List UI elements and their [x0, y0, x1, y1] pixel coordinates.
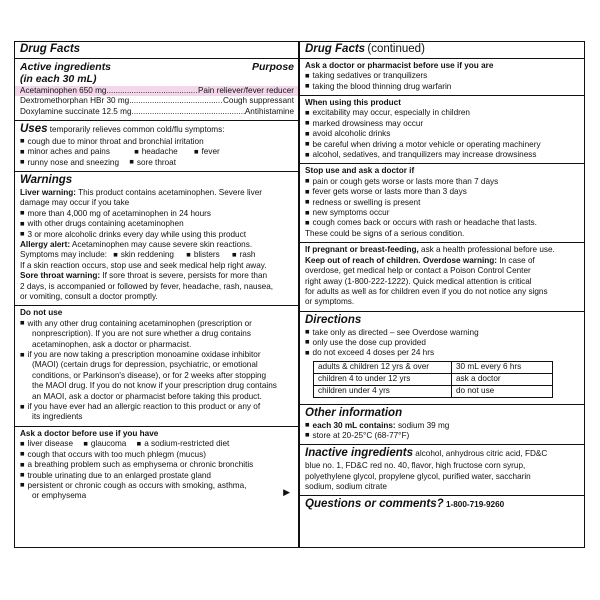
liver-warning-text: This product contains acetaminophen. Severe liver	[78, 187, 262, 197]
list-item: ■ if you are now taking a prescription monoamine oxidase inhibitor	[20, 350, 294, 360]
list-item: ■ cough due to minor throat and bronchial irritation	[20, 137, 294, 147]
list-item: ■ a breathing problem such as emphysema or chronic bronchitis	[20, 460, 294, 470]
list-item-cont: the MAOI drug. If you do not know if your prescription drug contains	[32, 381, 277, 391]
uses-section	[15, 121, 298, 172]
ingredient-name: Doxylamine succinate 12.5 mg	[20, 106, 132, 116]
when-using-heading: When using this product	[305, 98, 401, 108]
table-cell: ask a doctor	[452, 373, 553, 385]
list-item: ■ fever gets worse or lasts more than 3 days	[305, 187, 580, 197]
ingredient-row	[15, 86, 298, 96]
uses-row	[20, 147, 294, 157]
list-item: ■ sore throat	[129, 158, 176, 167]
do-not-use-section	[15, 306, 298, 426]
continue-arrow-icon: ▶	[283, 487, 290, 498]
list-item: ■ 3 or more alcoholic drinks every day while using this product	[20, 230, 294, 240]
table-row	[314, 361, 553, 373]
list-item: ■ only use the dose cup provided	[305, 338, 580, 348]
pregnancy-label: If pregnant or breast-feeding,	[305, 245, 419, 255]
list-item: ■ more than 4,000 mg of acetaminophen in 24 hours	[20, 209, 294, 219]
liver-warning-text: damage may occur if you take	[20, 198, 130, 208]
continued-label: (continued)	[367, 43, 425, 55]
list-item: ■ with any other drug containing acetaminophen (prescription or	[20, 319, 294, 329]
list-item: ■ do not exceed 4 doses per 24 hrs	[305, 348, 580, 358]
stop-use-heading: Stop use and ask a doctor if	[305, 166, 415, 176]
allergy-alert-text: Acetaminophen may cause severe skin reactions.	[71, 239, 253, 249]
sore-throat-text: 2 days, is accompanied or followed by fever, headache, rash, nausea,	[20, 281, 274, 291]
questions-section	[300, 496, 584, 515]
list-item: ■ trouble urinating due to an enlarged prostate gland	[20, 471, 294, 481]
ask-pharmacist-heading: Ask a doctor or pharmacist before use if you are	[305, 60, 494, 70]
uses-intro: temporarily relieves common cold/flu symptoms:	[49, 125, 225, 135]
other-information-heading: Other information	[305, 406, 403, 419]
list-item: ■ a sodium-restricted diet	[137, 439, 230, 448]
inactive-ingredients-text: sodium, sodium citrate	[305, 481, 387, 491]
ingredient-purpose: Cough suppressant	[222, 96, 294, 106]
list-item-cont: an MAOI, ask a doctor or pharmacist before taking this product.	[32, 391, 262, 401]
list-item: ■ excitability may occur, especially in children	[305, 108, 580, 118]
other-information-section	[300, 405, 584, 446]
dosage-table	[313, 361, 553, 398]
drug-facts-title: Drug Facts	[305, 43, 366, 55]
list-item-cont: its ingredients	[32, 412, 83, 422]
ask-doctor-row	[20, 439, 294, 449]
overdose-label: Keep out of reach of children. Overdose warning:	[305, 255, 497, 265]
ingredient-row	[20, 107, 294, 117]
list-item-cont: acetaminophen, ask a doctor or pharmacist.	[32, 339, 192, 349]
drug-facts-left-panel	[14, 41, 299, 548]
ingredient-name: Dextromethorphan HBr 30 mg	[20, 96, 130, 106]
list-item: ■ new symptoms occur	[305, 208, 580, 218]
list-item: ■ cough that occurs with too much phlegm (mucus)	[20, 450, 294, 460]
pregnancy-text: ask a health professional before use.	[421, 245, 555, 255]
liver-warning-label: Liver warning:	[20, 187, 76, 197]
directions-section	[300, 312, 584, 405]
list-item-cont: (MAOI) (certain drugs for depression, psychiatric, or emotional	[32, 360, 258, 370]
table-cell: 30 mL every 6 hrs	[452, 361, 553, 373]
list-item: ■ avoid alcoholic drinks	[305, 129, 580, 139]
symptoms-row	[20, 250, 294, 260]
drug-facts-right-panel	[299, 41, 585, 548]
uses-heading: Uses	[20, 123, 48, 136]
list-item-cont: nonprescription). If you are not sure whether a drug contains	[32, 329, 251, 339]
list-item: ■ redness or swelling is present	[305, 198, 580, 208]
warnings-section	[15, 172, 298, 306]
inactive-ingredients-text: polyethylene glycol, propylene glycol, purified water, saccharin	[305, 471, 531, 481]
stop-use-tail: These could be signs of a serious condition.	[305, 228, 465, 238]
list-item: ■ minor aches and pains	[20, 147, 110, 156]
table-row	[314, 385, 553, 397]
ingredient-purpose: Pain reliever/fever reducer	[197, 85, 294, 95]
list-item-cont: or emphysema	[32, 491, 87, 501]
table-cell: children 4 to under 12 yrs	[314, 373, 452, 385]
active-ingredients-subheading: (in each 30 mL)	[20, 72, 97, 85]
do-not-use-heading: Do not use	[20, 308, 63, 318]
sore-throat-label: Sore throat warning:	[20, 271, 101, 281]
ingredient-row	[20, 96, 294, 106]
list-item: ■ fever	[194, 147, 220, 156]
ingredient-name: Acetaminophen 650 mg	[20, 85, 107, 95]
overdose-text: right away (1-800-222-1222). Quick medical attention is critical	[305, 276, 532, 286]
list-item: ■ alcohol, sedatives, and tranquilizers may increase drowsiness	[305, 150, 580, 160]
list-item	[305, 421, 580, 431]
list-item: ■ persistent or chronic cough as occurs with smoking, asthma,	[20, 481, 294, 491]
table-cell: do not use	[452, 385, 553, 397]
list-item: ■ with other drugs containing acetaminophen	[20, 219, 294, 229]
list-item: ■ headache	[134, 147, 178, 156]
list-item: ■ blisters	[186, 250, 219, 259]
overdose-text: In case of	[499, 255, 535, 265]
list-item: ■ marked drowsiness may occur	[305, 119, 580, 129]
active-ingredients-section	[15, 59, 298, 121]
list-item: ■ pain or cough gets worse or lasts more than 7 days	[305, 177, 580, 187]
table-row	[314, 373, 553, 385]
list-item: ■ be careful when driving a motor vehicle or operating machinery	[305, 140, 580, 150]
skin-reaction-text: If a skin reaction occurs, stop use and seek medical help right away.	[20, 260, 267, 270]
list-item: ■ taking sedatives or tranquilizers	[305, 71, 580, 81]
list-item: ■ if you have ever had an allergic reaction to this product or any of	[20, 402, 294, 412]
list-item: ■ store at 20-25°C (68-77°F)	[305, 431, 580, 441]
overdose-text: for adults as well as for children even if you do not notice any signs	[305, 286, 548, 296]
symptoms-intro: Symptoms may include:	[20, 250, 107, 260]
overdose-text: or symptoms.	[305, 297, 355, 307]
ingredient-purpose: Antihistamine	[244, 106, 294, 116]
overdose-text: overdose, get medical help or contact a Poison Control Center	[305, 266, 531, 276]
ask-doctor-heading: Ask a doctor before use if you have	[20, 428, 159, 438]
list-item: ■ taking the blood thinning drug warfarin	[305, 82, 580, 92]
contains-label: each 30 mL contains:	[312, 420, 396, 430]
list-item: ■ glaucoma	[83, 439, 126, 448]
list-item: ■ cough comes back or occurs with rash or headache that lasts.	[305, 218, 580, 228]
drug-facts-header	[15, 42, 298, 59]
uses-row	[20, 158, 294, 168]
inactive-ingredients-text: alcohol, anhydrous citric acid, FD&C	[415, 449, 548, 459]
ask-pharmacist-section	[300, 59, 584, 96]
inactive-ingredients-section	[300, 445, 584, 496]
list-item-cont: conditions, or Parkinson's disease), or for 2 weeks after stopping	[32, 370, 267, 380]
sore-throat-text: or vomiting, consult a doctor promptly.	[20, 292, 158, 302]
stop-use-section	[300, 164, 584, 243]
table-cell: adults & children 12 yrs & over	[314, 361, 452, 373]
allergy-alert-label: Allergy alert:	[20, 239, 71, 249]
list-item: ■ liver disease	[20, 439, 73, 448]
inactive-ingredients-text: blue no. 1, FD&C red no. 40, flavor, high fructose corn syrup,	[305, 461, 526, 471]
sore-throat-text: If sore throat is severe, persists for more than	[102, 271, 268, 281]
list-item: ■ skin reddening	[113, 250, 174, 259]
active-ingredients-heading: Active ingredients	[20, 60, 112, 73]
warnings-heading: Warnings	[20, 174, 73, 187]
drug-facts-header-continued	[300, 42, 584, 59]
contains-text: sodium 39 mg	[397, 420, 450, 430]
list-item: ■ rash	[232, 250, 255, 259]
ask-doctor-section	[15, 427, 298, 505]
directions-heading: Directions	[305, 313, 362, 326]
purpose-heading: Purpose	[251, 60, 294, 73]
questions-heading: Questions or comments?	[305, 498, 444, 511]
phone-number: 1-800-719-9260	[445, 500, 505, 510]
when-using-section	[300, 96, 584, 164]
list-item: ■ take only as directed – see Overdose warning	[305, 328, 580, 338]
drug-facts-title: Drug Facts	[20, 43, 81, 55]
inactive-ingredients-heading: Inactive ingredients	[305, 447, 414, 460]
pregnancy-overdose-section	[300, 243, 584, 311]
list-item: ■ runny nose and sneezing	[20, 158, 119, 167]
table-cell: children under 4 yrs	[314, 385, 452, 397]
